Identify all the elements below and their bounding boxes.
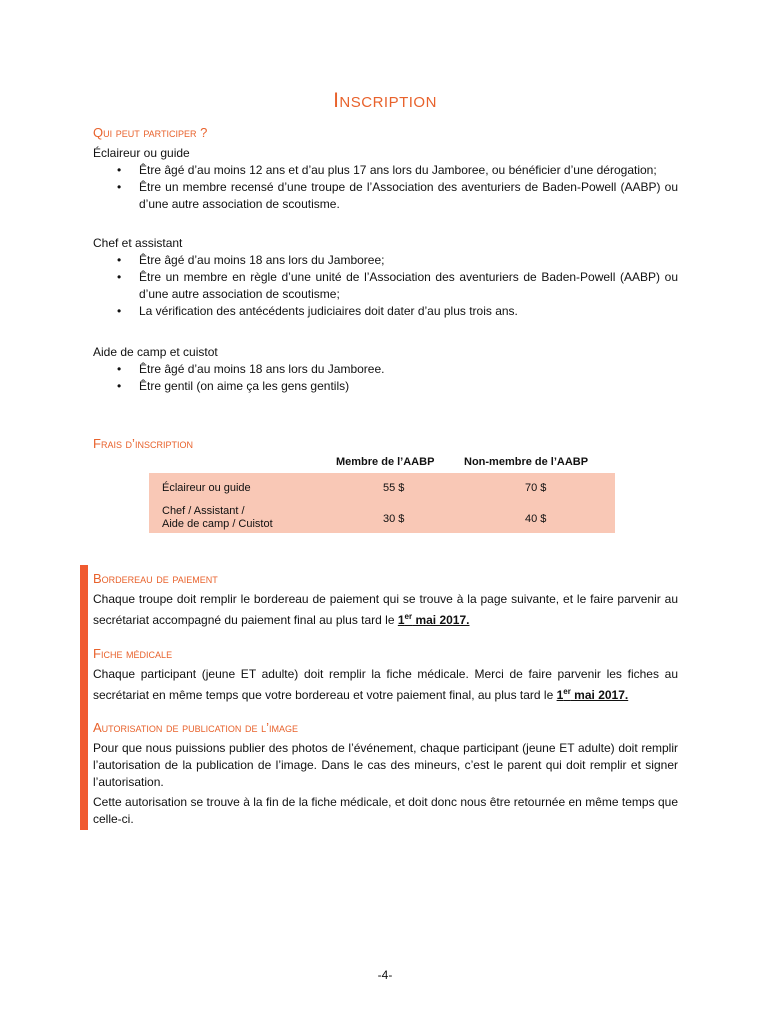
date-rest: mai 2017. — [412, 613, 470, 627]
fee-cell-non-member: 40 $ — [525, 513, 547, 525]
group-label-eclaireur: Éclaireur ou guide — [93, 146, 190, 160]
autorisation-text-1: Pour que nous puissions publier des photos de l’événement, chaque participant (jeune ET adulte) doit remplir l’autorisation de la publication de l’image. Dans le cas des mineurs, c’est le parent qui doit remplir et signer l’autorisation. — [93, 741, 678, 789]
list-item: • Être un membre en règle d’une unité de l’Association des aventuriers de Baden-Powell (AABP) ou d’une autre association de scoutisme; — [93, 269, 678, 303]
list-chef — [93, 252, 678, 320]
section-heading-fees: Frais d’inscription — [93, 436, 193, 451]
list-item: • Être gentil (on aime ça les gens gentils) — [93, 378, 678, 395]
list-item: • Être âgé d’au moins 18 ans lors du Jamboree; — [93, 252, 678, 269]
date-rest: mai 2017. — [570, 688, 629, 702]
section-heading-fiche: Fiche médicale — [93, 646, 173, 661]
autorisation-text-2: Cette autorisation se trouve à la fin de la fiche médicale, et doit donc nous être retournée en même temps que celle-ci. — [93, 795, 678, 826]
list-item: • Être âgé d’au moins 18 ans lors du Jamboree. — [93, 361, 678, 378]
list-item: • Être un membre recensé d’une troupe de l’Association des aventuriers de Baden-Powell (AABP) ou d’une autre association de scoutisme. — [93, 179, 678, 213]
fee-cell-non-member: 70 $ — [525, 482, 547, 494]
deadline-date — [398, 613, 470, 627]
fee-row-label-line2: Aide de camp / Cuistot — [162, 518, 273, 530]
fee-row-label: Éclaireur ou guide — [162, 482, 251, 494]
fee-column-header-non-member: Non-membre de l’AABP — [464, 456, 589, 468]
date-day: 1 — [556, 688, 564, 702]
fiche-text — [93, 666, 678, 704]
page-number: -4- — [377, 968, 393, 982]
list-aide — [93, 361, 678, 395]
list-item: • Être âgé d’au moins 12 ans et d’au plus 17 ans lors du Jamboree, ou bénéficier d’une dérogation; — [93, 162, 678, 179]
deadline-date — [557, 688, 629, 702]
date-day: 1 — [397, 613, 405, 627]
fiche-body: Chaque participant (jeune ET adulte) doit remplir la fiche médicale. Merci de faire parvenir les fiches au secrétariat en même temps que votre bordereau et votre paiement final, au plus tard le — [93, 667, 678, 702]
fee-cell-member: 30 $ — [383, 513, 405, 525]
fee-column-header-member: Membre de l’AABP — [336, 456, 435, 468]
bordereau-text — [93, 591, 678, 629]
fee-cell-member: 55 $ — [383, 482, 405, 494]
section-heading-autorisation: Autorisation de publication de l’image — [93, 720, 299, 735]
list-item: • La vérification des antécédents judiciaires doit dater d’au plus trois ans. — [93, 303, 678, 320]
date-sup: er — [404, 612, 413, 621]
fee-table — [149, 473, 615, 533]
page-title: Inscription — [333, 89, 437, 112]
accent-bar — [80, 565, 88, 830]
group-label-aide: Aide de camp et cuistot — [93, 345, 218, 359]
fee-row-label: Chef / Assistant / — [162, 505, 245, 517]
group-label-chef: Chef et assistant — [93, 236, 183, 250]
bordereau-body: Chaque troupe doit remplir le bordereau de paiement qui se trouve à la page suivante, et le faire parvenir au secrétariat accompagné du paiement final au plus tard le — [93, 592, 678, 627]
section-heading-bordereau: Bordereau de paiement — [93, 571, 218, 586]
date-sup: er — [563, 687, 571, 696]
list-eclaireur — [93, 162, 678, 213]
section-heading-who: Qui peut participer ? — [93, 125, 208, 140]
